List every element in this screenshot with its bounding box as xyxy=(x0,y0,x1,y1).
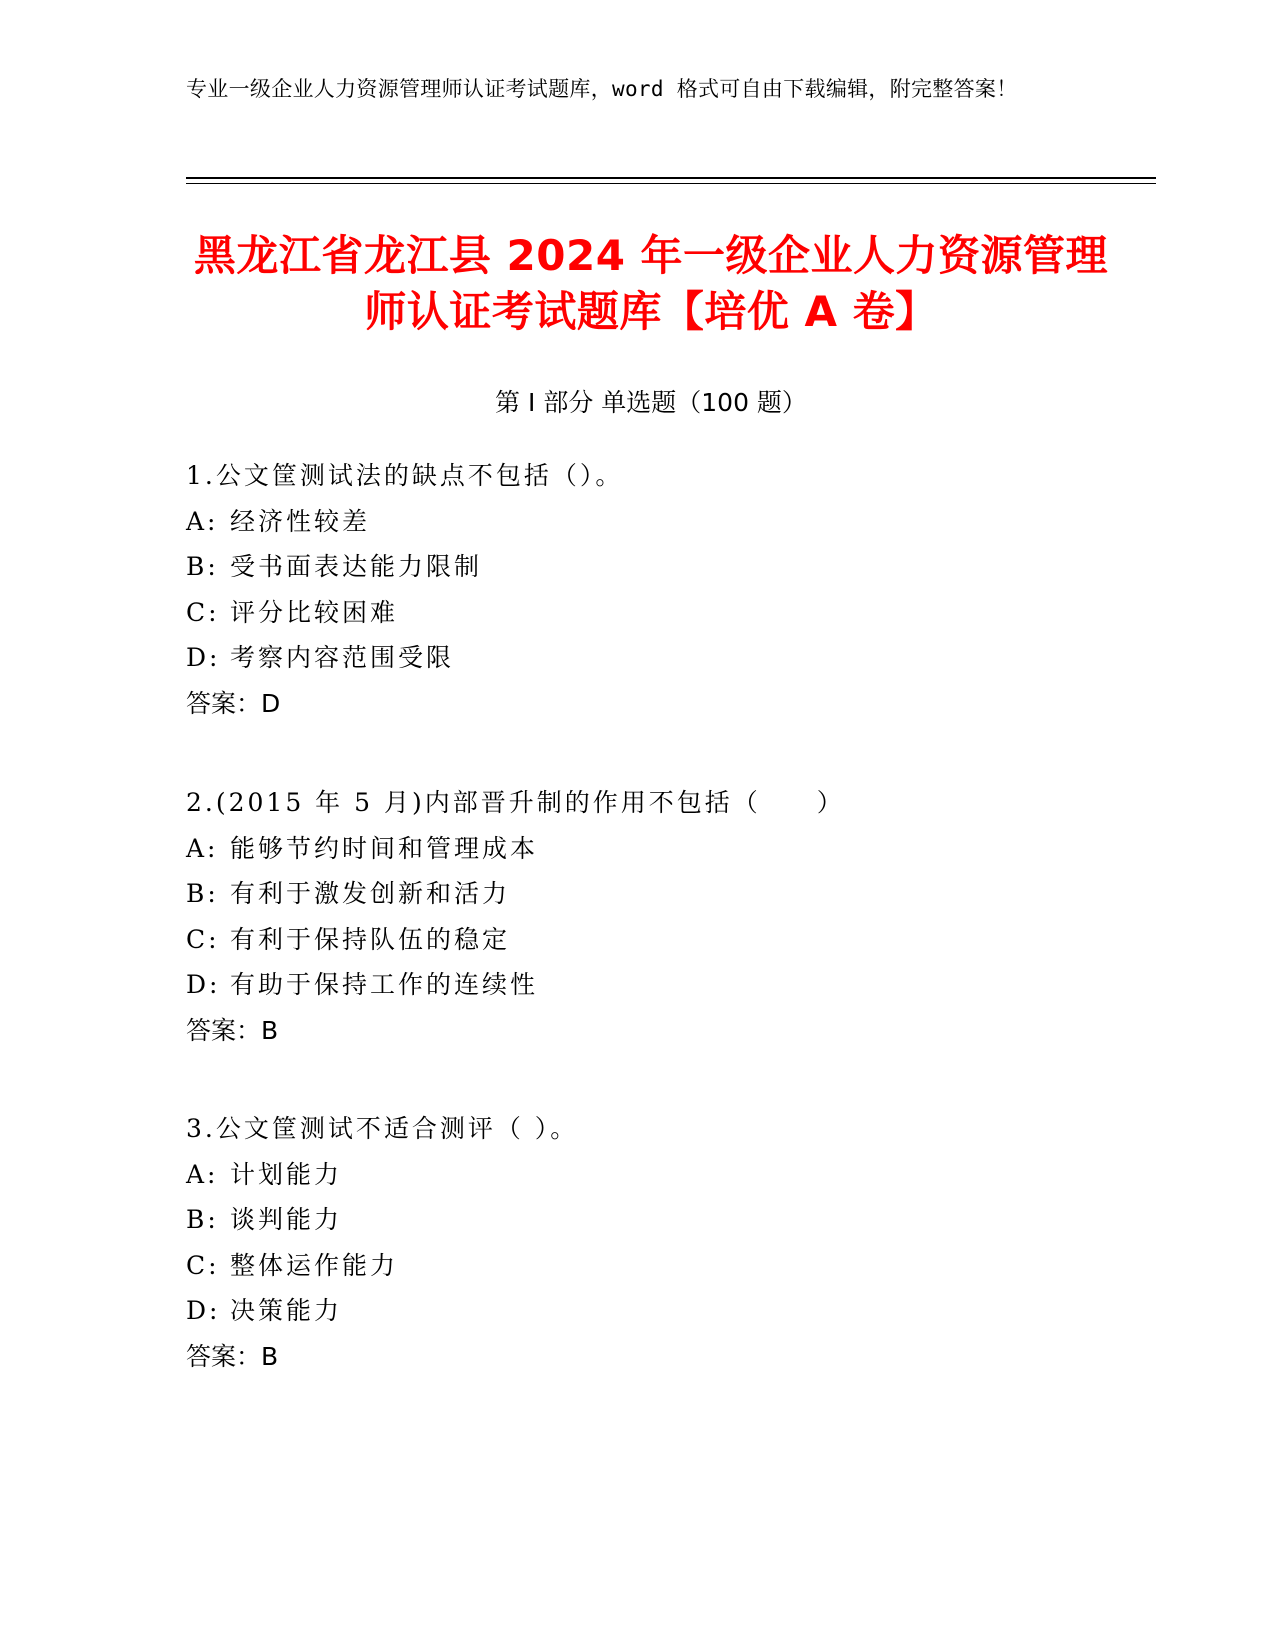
header-rule-thick xyxy=(186,177,1156,179)
option-label: D: xyxy=(186,643,221,672)
option-b xyxy=(186,544,1116,590)
option-label: C: xyxy=(186,924,220,954)
answer: 答案：B xyxy=(186,1015,279,1045)
option-a xyxy=(186,826,1116,872)
option-c xyxy=(186,590,1116,636)
option-label: A: xyxy=(186,506,219,536)
header-rule-thin xyxy=(186,183,1156,184)
option-label: A: xyxy=(186,1159,219,1189)
option-text: 评分比较困难 xyxy=(230,597,399,627)
option-label: C: xyxy=(186,597,220,627)
option-a xyxy=(186,1152,1116,1198)
option-label: A: xyxy=(186,833,219,863)
option-label: B: xyxy=(186,1205,219,1234)
option-c xyxy=(186,1243,1116,1289)
question-stem: 3.公文筐测试不适合测评（ ）。 xyxy=(186,1114,579,1143)
option-text: 计划能力 xyxy=(230,1159,343,1189)
option-b xyxy=(186,871,1116,917)
option-label: D: xyxy=(186,970,221,999)
option-text: 决策能力 xyxy=(230,1296,343,1325)
answer: 答案：D xyxy=(186,688,281,718)
option-text: 受书面表达能力限制 xyxy=(230,552,483,581)
option-text: 有助于保持工作的连续性 xyxy=(230,970,539,999)
question-3 xyxy=(186,1106,1116,1379)
question-1 xyxy=(186,453,1116,726)
option-a xyxy=(186,499,1116,545)
question-stem: 2.(2015 年 5 月)内部晋升制的作用不包括（ ） xyxy=(186,788,845,817)
option-label: D: xyxy=(186,1296,221,1325)
option-label: C: xyxy=(186,1250,220,1280)
option-b xyxy=(186,1197,1116,1243)
option-d xyxy=(186,635,1116,681)
option-text: 有利于保持队伍的稳定 xyxy=(230,924,511,954)
option-d xyxy=(186,962,1116,1008)
option-label: B: xyxy=(186,552,219,581)
question-2 xyxy=(186,780,1116,1053)
section-title: 第 I 部分 单选题（100 题） xyxy=(495,388,807,417)
answer: 答案：B xyxy=(186,1341,279,1371)
question-stem: 1.公文筐测试法的缺点不包括（）。 xyxy=(186,461,624,490)
option-c xyxy=(186,917,1116,963)
option-text: 有利于激发创新和活力 xyxy=(230,879,511,908)
header-note: 专业一级企业人力资源管理师认证考试题库，word 格式可自由下载编辑，附完整答案！ xyxy=(186,77,1018,101)
option-d xyxy=(186,1288,1116,1334)
option-text: 考察内容范围受限 xyxy=(230,643,455,672)
option-text: 能够节约时间和管理成本 xyxy=(230,833,539,863)
document-title: 黑龙江省龙江县 2024 年一级企业人力资源管理师认证考试题库【培优 A 卷】 xyxy=(193,231,1109,336)
option-text: 谈判能力 xyxy=(230,1205,343,1234)
option-label: B: xyxy=(186,879,219,908)
option-text: 整体运作能力 xyxy=(230,1250,399,1280)
option-text: 经济性较差 xyxy=(230,506,371,536)
